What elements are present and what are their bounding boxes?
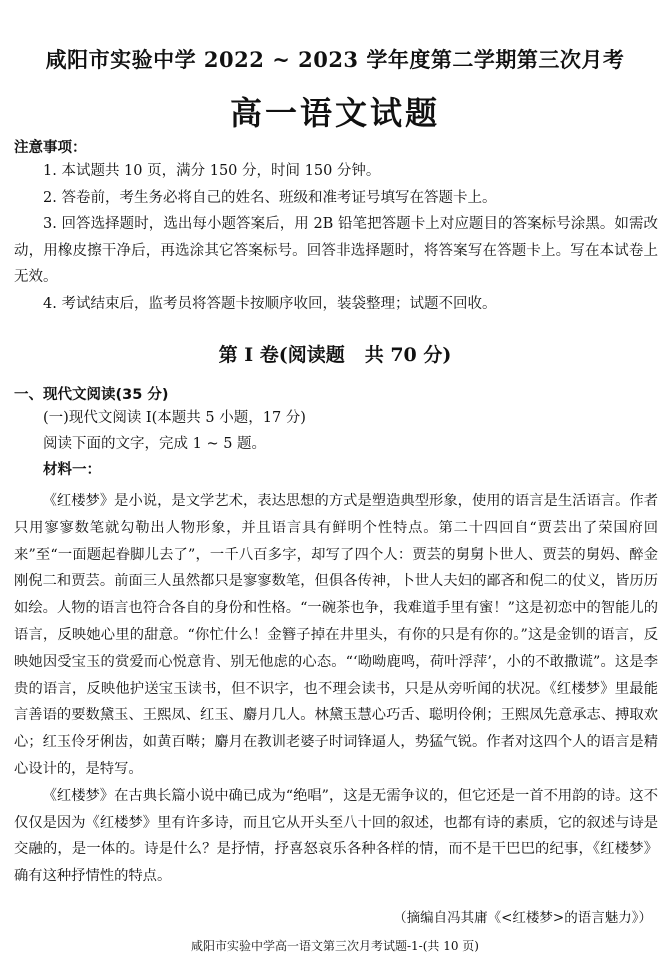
part-heading: 一、现代文阅读(35 分) xyxy=(14,387,169,403)
note-item: 4. 考试结束后，监考员将答题卡按顺序收回，装袋整理；试题不回收。 xyxy=(43,295,497,312)
passage-paragraph: 《红楼梦》是小说，是文学艺术，表达思想的方式是塑造典型形象，使用的语言是生活语言。作者只用寥寥数笔就勾勒出人物形象，并且语言具有鲜明个性特点。第二十四回自“贾芸出了荣国府回来”至“一面题起眷脚儿去了”，一千八百多字，却写了四个人：贾芸的舅舅卜世人、贾芸的舅妈、醉金刚倪二和贾芸。前面三人虽然都只是寥寥数笔，但俱各传神，卜世人夫妇的鄙吝和倪二的仗义，皆历历如绘。人物的语言也符合各自的身份和性格。“一碗茶也争，我难道手里有蜜！”这是初恋中的智能儿的语言，反映她心里的甜意。“你忙什么！金簪子掉在井里头，有你的只是有你的。”这是金钏的语言，反映她因受宝玉的赏爱而心悦意肯、别无他虑的心态。“‘呦呦鹿鸣，荷叶浮萍’，小的不敢撒谎”。这是李贵的语言，反映他护送宝玉读书，但不识字，也不理会读书，只是从旁听闻的状况。《红楼梦》里最能言善语的要数黛玉、王熙凤、红玉、麝月几人。林黛玉慧心巧舌、聪明伶俐；王熙凤先意承志、搏取欢心；红玉伶牙俐齿，如黄百啭；麝月在教训老婆子时词锋逼人，势猛气锐。作者对这四个人的语言是精心设计的，是特写。 xyxy=(14,493,658,777)
page-title: 高一语文试题 xyxy=(229,94,440,132)
reading-passage xyxy=(14,488,658,890)
reading-instruction: 阅读下面的文字，完成 1 ~ 5 题。 xyxy=(43,436,267,452)
notes-list xyxy=(14,158,658,317)
note-item: 2. 答卷前，考生务必将自己的姓名、班级和准考证号填写在答题卡上。 xyxy=(43,189,497,206)
passage-paragraph: 《红楼梦》在古典长篇小说中确已成为“绝唱”，这是无需争议的，但它还是一首不用韵的诗。这不仅仅是因为《红楼梦》里有许多诗，而且它从开头至八十回的叙述，也都有诗的素质，它的叙述与诗是交融的，是一体的。诗是什么？是抒情，抒喜怒哀乐各种各样的情，而不是干巴巴的纪事，《红楼梦》确有这种抒情性的特点。 xyxy=(14,787,658,885)
part-intro xyxy=(14,405,658,483)
exam-name-line: 咸阳市实验中学 2022 ~ 2023 学年度第二学期第三次月考 xyxy=(45,47,625,72)
note-item: 3. 回答选择题时，选出每小题答案后，用 2B 铅笔把答题卡上对应题目的答案标号涂黑。如需改动，用橡皮擦干净后，再选涂其它答案标号。回答非选择题时，将答案写在答题卡上。写在本试卷上无效。 xyxy=(14,216,658,285)
page-footer: 咸阳市实验中学高一语文第三次月考试题-1-(共 10 页) xyxy=(190,939,479,953)
passage-source: （摘编自冯其庸《<红楼梦>的语言魅力》） xyxy=(393,910,652,926)
section-title-right: 共 70 分) xyxy=(364,344,452,366)
sub-heading: (一)现代文阅读 I(本题共 5 小题，17 分) xyxy=(43,410,306,426)
notes-heading: 注意事项： xyxy=(14,140,87,156)
section-title xyxy=(0,340,670,367)
material-label: 材料一： xyxy=(43,462,101,478)
section-title-left: 第 I 卷(阅读题 xyxy=(218,344,345,366)
note-item: 1. 本试题共 10 页，满分 150 分，时间 150 分钟。 xyxy=(43,163,381,179)
